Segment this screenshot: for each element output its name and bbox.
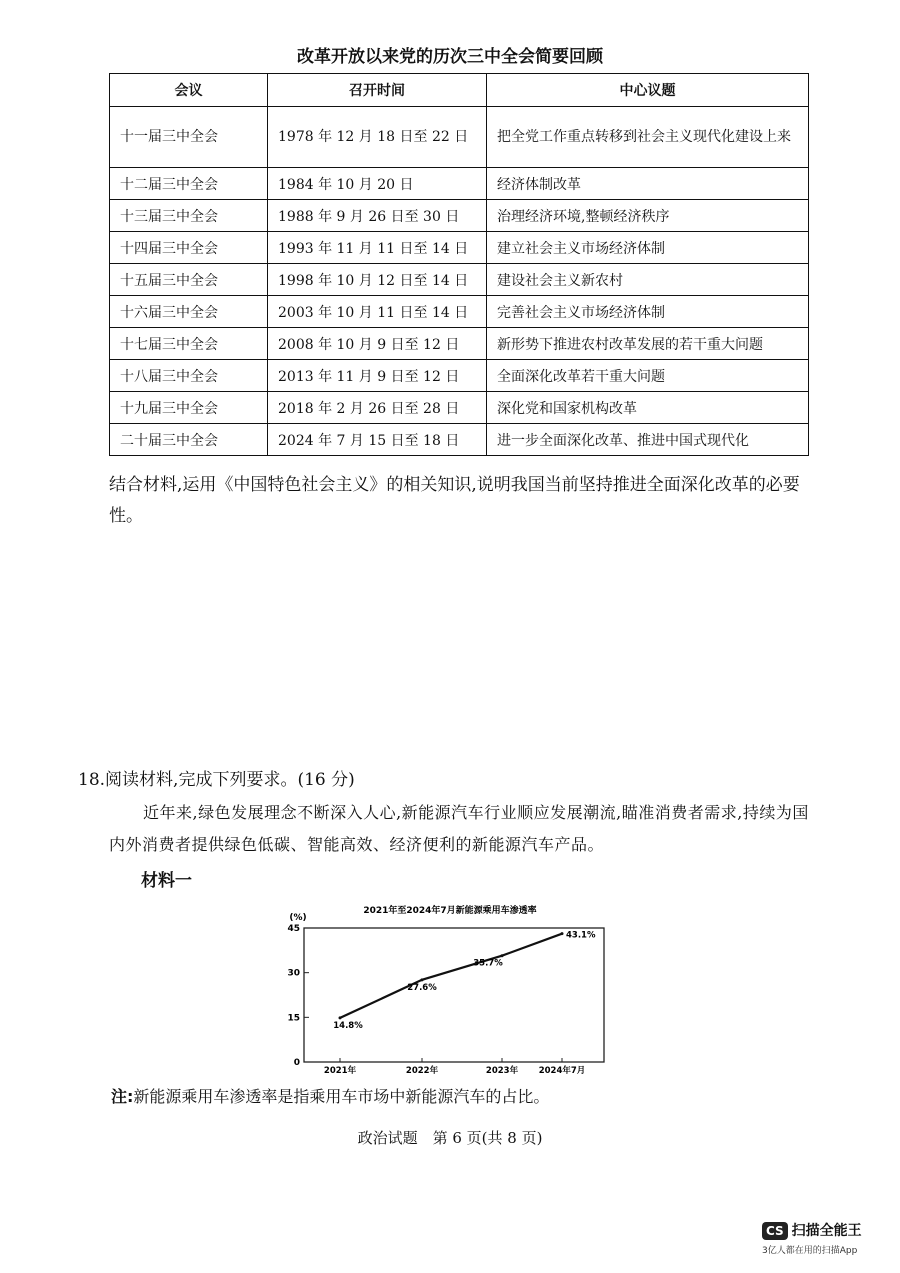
- date-cell: 2003 年 10 月 11 日至 14 日: [268, 296, 487, 328]
- topic-cell: 把全党工作重点转移到社会主义现代化建设上来: [487, 107, 809, 168]
- table-header-row: [110, 74, 809, 107]
- topic-cell: 完善社会主义市场经济体制: [487, 296, 809, 328]
- topic-cell: 建立社会主义市场经济体制: [487, 232, 809, 264]
- chart-note: [111, 1084, 549, 1107]
- material-label: 材料一: [141, 871, 192, 891]
- table-row: [110, 328, 809, 360]
- table-row: [110, 392, 809, 424]
- table-row: [110, 200, 809, 232]
- data-point: [339, 1016, 342, 1019]
- table-row: [110, 264, 809, 296]
- date-cell: 2013 年 11 月 9 日至 12 日: [268, 360, 487, 392]
- scanner-app-name: 扫描全能王: [791, 1223, 862, 1239]
- chart-frame: [304, 928, 604, 1062]
- header-meeting: 会议: [110, 74, 268, 107]
- table-row: [110, 360, 809, 392]
- meeting-cell: 十五届三中全会: [110, 264, 268, 296]
- topic-cell: 进一步全面深化改革、推进中国式现代化: [487, 424, 809, 456]
- data-point: [501, 954, 504, 957]
- meeting-cell: 十二届三中全会: [110, 168, 268, 200]
- table-title: 改革开放以来党的历次三中全会简要回顾: [297, 47, 603, 67]
- meeting-cell: 十八届三中全会: [110, 360, 268, 392]
- x-tick-label: 2024年7月: [538, 1066, 586, 1076]
- x-tick-label: 2021年: [323, 1066, 357, 1076]
- topic-cell: 治理经济环境,整顿经济秩序: [487, 200, 809, 232]
- header-date: 召开时间: [268, 74, 487, 107]
- question-text: 结合材料,运用《中国特色社会主义》的相关知识,说明我国当前坚持推进全面深化改革的必要性。: [109, 475, 800, 526]
- y-tick-label: 0: [293, 1058, 300, 1068]
- y-tick-label: 15: [287, 1013, 300, 1024]
- meeting-cell: 十九届三中全会: [110, 392, 268, 424]
- scanner-logo-icon: CS: [762, 1222, 788, 1240]
- topic-cell: 新形势下推进农村改革发展的若干重大问题: [487, 328, 809, 360]
- meeting-cell: 十七届三中全会: [110, 328, 268, 360]
- data-label: 27.6%: [407, 982, 437, 993]
- topic-cell: 深化党和国家机构改革: [487, 392, 809, 424]
- date-cell: 1988 年 9 月 26 日至 30 日: [268, 200, 487, 232]
- table-row: [110, 296, 809, 328]
- date-cell: 2008 年 10 月 9 日至 12 日: [268, 328, 487, 360]
- question-18-heading: 18.阅读材料,完成下列要求。(16 分): [78, 770, 355, 790]
- date-cell: 2024 年 7 月 15 日至 18 日: [268, 424, 487, 456]
- date-cell: 1993 年 11 月 11 日至 14 日: [268, 232, 487, 264]
- meeting-cell: 十三届三中全会: [110, 200, 268, 232]
- date-cell: 1998 年 10 月 12 日至 14 日: [268, 264, 487, 296]
- data-point: [561, 932, 564, 935]
- meetings-table: [109, 73, 809, 456]
- scanner-watermark: [762, 1220, 882, 1256]
- chart-title: 2021年至2024年7月新能源乘用车渗透率: [363, 906, 537, 916]
- table-row: [110, 424, 809, 456]
- series-line: [340, 934, 562, 1018]
- chart-y-unit-label: (%): [289, 913, 307, 923]
- topic-cell: 经济体制改革: [487, 168, 809, 200]
- question-18-intro: 近年来,绿色发展理念不断深入人心,新能源汽车行业顺应发展潮流,瞄准消费者需求,持续为国内外消费者提供绿色低碳、智能高效、经济便利的新能源汽车产品。: [109, 803, 809, 854]
- table-row: [110, 107, 809, 168]
- header-topic: 中心议题: [487, 74, 809, 107]
- x-tick-label: 2022年: [405, 1066, 439, 1076]
- data-label: 14.8%: [333, 1020, 363, 1031]
- note-text: 新能源乘用车渗透率是指乘用车市场中新能源汽车的占比。: [133, 1087, 550, 1106]
- data-point: [421, 978, 424, 981]
- data-label: 35.7%: [473, 958, 503, 969]
- x-tick-label: 2023年: [485, 1066, 519, 1076]
- page-footer: 政治试题 第 6 页(共 8 页): [357, 1129, 543, 1147]
- meeting-cell: 十四届三中全会: [110, 232, 268, 264]
- note-label: 注:: [111, 1087, 134, 1106]
- table-row: [110, 232, 809, 264]
- date-cell: 2018 年 2 月 26 日至 28 日: [268, 392, 487, 424]
- meeting-cell: 十一届三中全会: [110, 107, 268, 168]
- meeting-cell: 二十届三中全会: [110, 424, 268, 456]
- date-cell: 1978 年 12 月 18 日至 22 日: [268, 107, 487, 168]
- penetration-rate-chart: [270, 895, 620, 1080]
- data-label: 43.1%: [566, 930, 596, 941]
- table-row: [110, 168, 809, 200]
- y-tick-label: 30: [287, 968, 300, 979]
- topic-cell: 全面深化改革若干重大问题: [487, 360, 809, 392]
- topic-cell: 建设社会主义新农村: [487, 264, 809, 296]
- y-tick-label: 45: [287, 924, 300, 934]
- date-cell: 1984 年 10 月 20 日: [268, 168, 487, 200]
- scanner-slogan: 3亿人都在用的扫描App: [762, 1246, 858, 1256]
- meeting-cell: 十六届三中全会: [110, 296, 268, 328]
